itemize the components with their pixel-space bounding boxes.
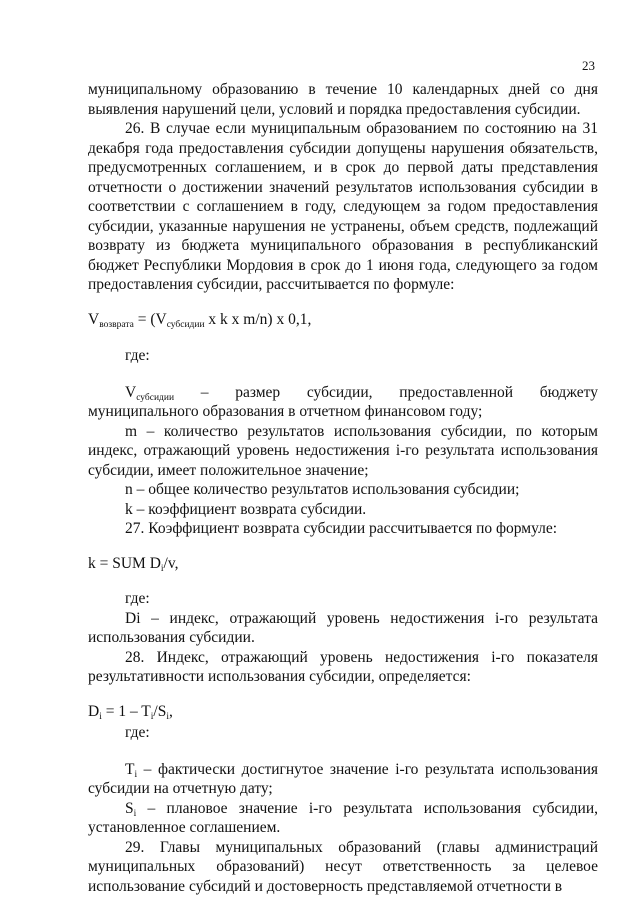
definition-n: n – общее количество результатов использования субсидии; (125, 481, 520, 498)
document-body (88, 80, 598, 896)
page-number: 23 (582, 58, 595, 73)
s-symbol: S (125, 799, 134, 817)
formula3-end: , (169, 702, 173, 720)
formula1-mid: = (V (133, 310, 167, 328)
definition-m: m – количество результатов использования субсидии, по которым индекс, отражающий уровень недостижения i-го результата использования субсидии, имеет положительное значение; (88, 422, 598, 479)
definition-v-subsidy (88, 383, 598, 422)
paragraph-28: 28. Индекс, отражающий уровень недостижения i-го показателя результативности использования субсидии, определяется: (88, 648, 598, 685)
paragraph-26: 26. В случае если муниципальным образованием по состоянию на 31 декабря года предоставления субсидии допущены нарушения обязательств, предусмотренных соглашением, и в срок до первой даты представления отчетности о достижении значений результатов использования субсидии в соответствии с соглашением в году, следующем за годом предоставления субсидии, указанные нарушения не устранены, объем средств, подлежащий возврату из бюджета муниципального образования в республиканский бюджет Республики Мордовия в срок до 1 июня года, следующего за годом предоставления субсидии, рассчитывается по формуле: (88, 120, 598, 293)
formula3-s-subscript: i (166, 711, 169, 722)
intro-paragraph: муниципальному образованию в течение 10 календарных дней со дня выявления нарушений цели, условий и порядка предоставления субсидии. (88, 81, 598, 118)
formula1-rest: x k x m/n) x 0,1, (204, 310, 312, 328)
t-subscript: i (134, 769, 138, 780)
coefficient-formula (88, 554, 598, 574)
where-label-2: где: (125, 590, 150, 607)
formula3-s: /S (153, 702, 167, 720)
index-formula (88, 702, 598, 722)
definition-di: Di – индекс, отражающий уровень недостижения i-го результата использования субсидии. (88, 609, 598, 646)
formula1-lhs-subscript: возврата (99, 319, 134, 330)
where-label-1: где: (125, 347, 150, 364)
where-label-3: где: (125, 724, 150, 741)
s-definition-text: – плановое значение i-го результата использования субсидии, установленное соглашением. (88, 799, 598, 836)
definition-k: k – коэффициент возврата субсидии. (125, 500, 367, 518)
return-volume-formula (88, 310, 598, 330)
v-symbol: V (125, 383, 137, 401)
formula2-post: /v, (163, 554, 179, 572)
formula3-t-subscript: i (150, 711, 154, 722)
s-subscript: i (133, 808, 137, 819)
formula1-lhs: V (88, 310, 100, 328)
paragraph-27: 27. Коэффициент возврата субсидии рассчитывается по формуле: (125, 520, 558, 537)
formula3-d-subscript: i (99, 711, 102, 722)
formula1-mid-subscript: субсидии (166, 319, 205, 330)
formula3-d: D (88, 702, 100, 720)
t-definition-text: – фактически достигнутое значение i-го результата использования субсидии на отчетную дату; (88, 760, 598, 797)
v-subscript: субсидии (136, 392, 175, 403)
definition-t (88, 760, 598, 799)
v-definition-text: – размер субсидии, предоставленной бюджету муниципального образования в отчетном финансовом году; (88, 383, 598, 420)
t-symbol: T (125, 760, 135, 778)
paragraph-29: 29. Главы муниципальных образований (главы администраций муниципальных образований) несут ответственность за целевое использование субсидий и достоверность представляемой отчетности в (88, 838, 598, 895)
formula3-t: = 1 – T (101, 702, 151, 720)
formula2-subscript: i (160, 563, 164, 574)
definition-s (88, 799, 598, 838)
formula2-pre: k = SUM D (88, 554, 161, 572)
